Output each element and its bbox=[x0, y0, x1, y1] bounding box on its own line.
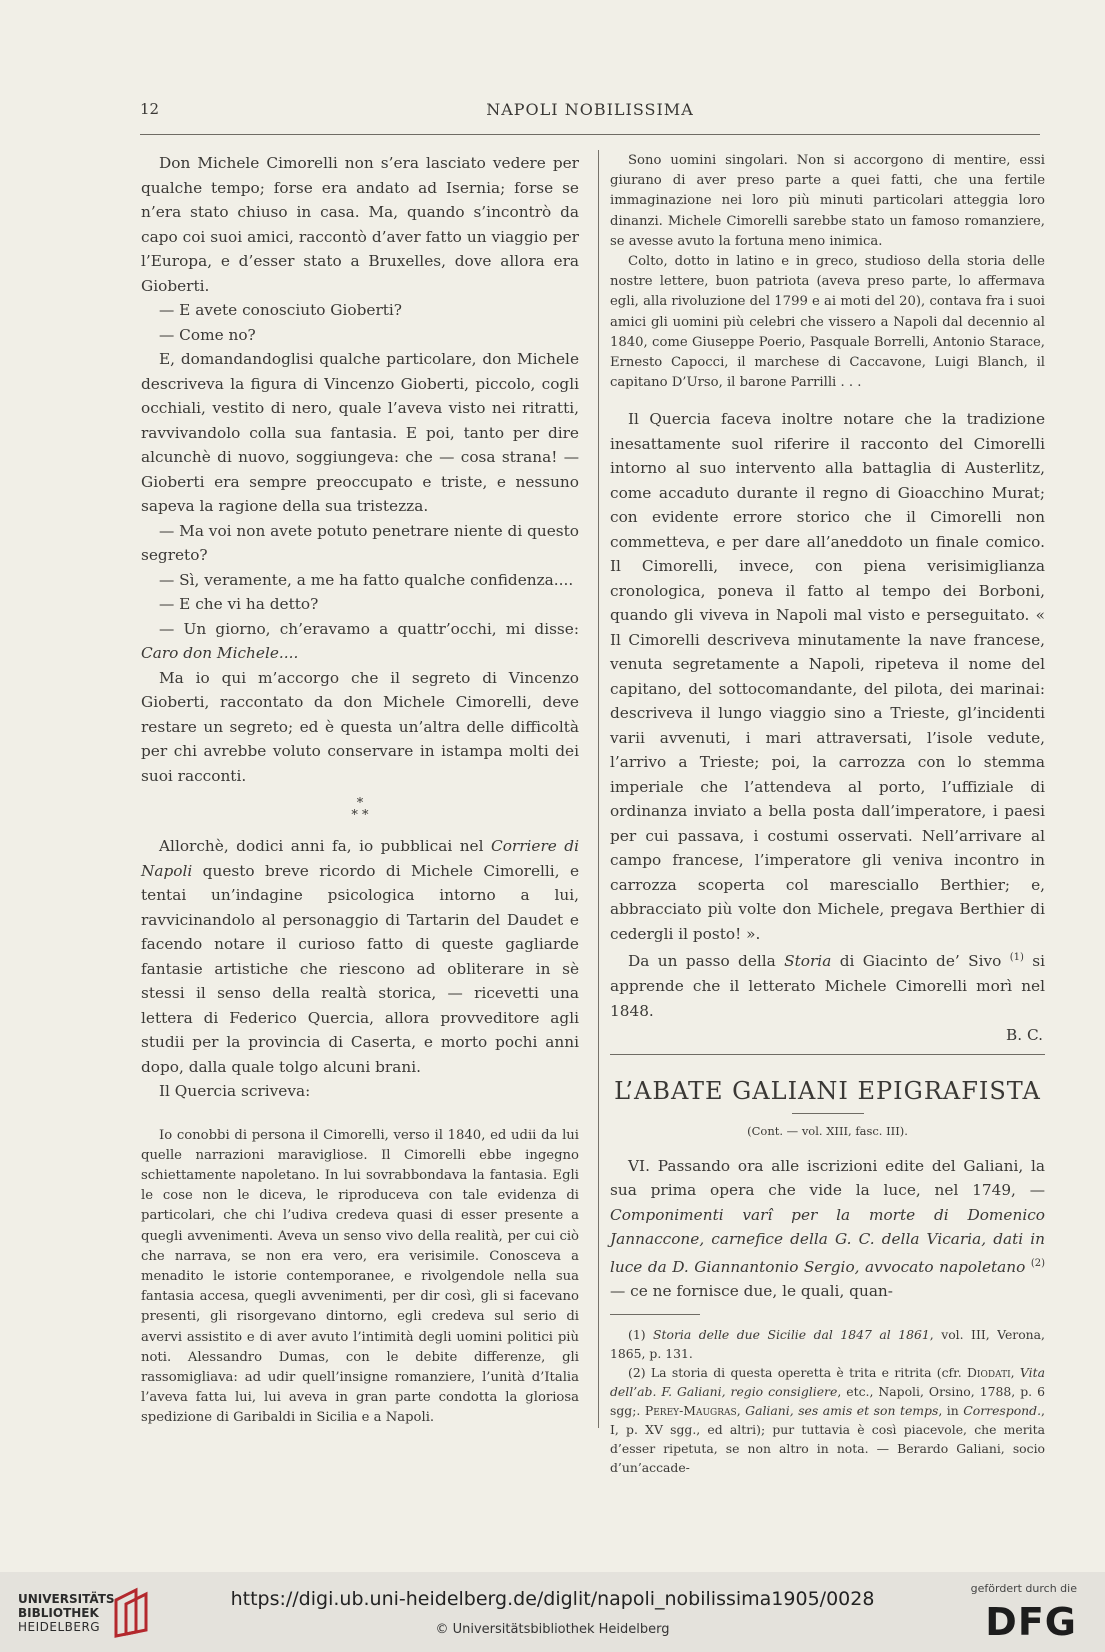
left-column bbox=[141, 151, 579, 1429]
dialogue-line: — Ma voi non avete potuto penetrare niente di questo segreto? bbox=[141, 521, 579, 564]
dialogue-line: — Sì, veramente, a me ha fatto qualche confidenza.... bbox=[159, 570, 574, 589]
text-run: VI. Passando ora alle iscrizioni edite del Galiani, la sua prima opera che vide la luce, nel 1749, — bbox=[610, 1156, 1045, 1200]
copyright-notice: © Universitätsbibliothek Heidelberg bbox=[435, 1622, 670, 1637]
permalink-url[interactable]: https://digi.ub.uni-heidelberg.de/diglit/napoli_nobilissima1905/0028 bbox=[230, 1588, 875, 1610]
funding-note: gefördert durch die bbox=[970, 1582, 1077, 1595]
text-run: , bbox=[1010, 1364, 1020, 1380]
paragraph: E, domandandoglisi qualche particolare, don Michele descriveva la figura di Vincenzo Gioberti, piccolo, cogli occhiali, vestito di nero, quale l’aveva visto nei ritratti, ravvivandolo colla sua fantasia. E poi, tanto per dire alcunchè di nuovo, soggiungeva: che — cosa strana! — Gioberti era sempre preoccupato e triste, e nessuno sapeva la ragione della sua tristezza. bbox=[141, 350, 579, 515]
continuation-note: (Cont. — vol. XIII, fasc. III). bbox=[747, 1123, 908, 1138]
text-run: si apprende che il letterato Michele Cimorelli morì nel 1848. bbox=[610, 952, 1046, 1020]
footnote bbox=[610, 1363, 1045, 1477]
text-run: (2) La storia di questa operetta è trita e ritrita (cfr. bbox=[628, 1364, 967, 1380]
column-divider bbox=[598, 150, 599, 1428]
signature: B. C. bbox=[1006, 1026, 1043, 1045]
italic-run: Correspond. bbox=[963, 1402, 1042, 1418]
logo-text-line: HEIDELBERG bbox=[18, 1620, 101, 1634]
dialogue-line bbox=[141, 617, 579, 666]
text-run: — ce ne fornisce due, le quali, quan- bbox=[610, 1282, 893, 1301]
italic-run: Galiani, ses amis et son temps bbox=[745, 1402, 939, 1418]
footnote-rule bbox=[610, 1314, 700, 1315]
running-title: NAPOLI NOBILISSIMA bbox=[486, 100, 694, 119]
text-run: Allorchè, dodici anni fa, io pubblicai nel bbox=[159, 837, 491, 855]
header-rule bbox=[140, 134, 1040, 135]
viewer-footer bbox=[0, 1572, 1105, 1652]
paragraph bbox=[610, 1154, 1045, 1304]
text-run: , in bbox=[938, 1402, 964, 1418]
title-rule bbox=[792, 1113, 864, 1114]
quoted-letter: Sono uomini singolari. Non si accorgono di mentire, essi giurano di aver preso parte a quei fatti, che una fertile immaginazione nei loro più minuti particolari atteggia loro dinanzi. Michele Cimorelli sarebbe stato un famoso romanziere, se avesse avuto la fortuna meno inimica. bbox=[610, 153, 1045, 249]
italic-run: Caro don Michele.... bbox=[141, 644, 299, 662]
paragraph: Il Quercia scriveva: bbox=[159, 1082, 311, 1100]
text-run: , bbox=[736, 1402, 746, 1418]
logo-text-line: BIBLIOTHEK bbox=[18, 1606, 99, 1620]
text-run: Da un passo della bbox=[628, 952, 785, 971]
quoted-letter: Colto, dotto in latino e in greco, studioso della storia delle nostre lettere, buon patriota (aveva preso parte, lo affermava egli, alla rivoluzione del 1799 e ai moti del 20), contava fra i suoi amici gli uomini più celebri che vissero a Napoli dal decennio al 1840, come Giuseppe Poerio, Pasquale Borrelli, Antonio Starace, Ernesto Capocci, il marchese di Caccavone, Luigi Blanch, il capitano D’Urso, il barone Parrilli . . . bbox=[610, 254, 1045, 391]
text-run: di Giacinto de’ Sivo bbox=[831, 952, 1010, 971]
italic-run: Vita dell’ab. F. Galiani, regio consigliere bbox=[610, 1364, 1045, 1399]
italic-run: Componimenti varî per la morte di Domenico Jannaccone, carnefice della G. C. della Vicaria, dati in luce da D. Giannantonio Sergio, avvocato napoletano bbox=[610, 1205, 1045, 1276]
article-title: L’ABATE GALIANI EPIGRAFISTA bbox=[614, 1076, 1041, 1105]
italic-run: Storia delle due Sicilie dal 1847 al 1861 bbox=[653, 1326, 930, 1342]
asterism-bottom: * * bbox=[351, 808, 369, 823]
paragraph: Il Quercia faceva inoltre notare che la tradizione inesattamente suol riferire il racconto del Cimorelli intorno al suo intervento alla battaglia di Austerlitz, come accaduto durante il regno di Gioacchino Murat; con evidente errore storico che il Cimorelli non commetteva, e per dare all’aneddoto un finale comico. Il Cimorelli, invece, con piena verisimiglianza cronologica, poneva il fatto al tempo dei Borboni, quando gli viveva in Napoli mal visto e perseguitato. « Il Cimorelli descriveva minutamente la nave francese, venuta segretamente a Napoli, ripeteva il nome del capitano, del sottocomandante, del pilota, dei marinai: descriveva il lungo viaggio sino a Trieste, gl’incidenti varii avvenuti, i mari attraversati, l’isole vedute, l’arrivo a Trieste; poi, la carrozza con lo stemma imperiale che l’attendeva al porto, l’uffiziale di ordinanza inviato a bella posta dall’imperatore, i paesi per cui passava, i costumi osservati. Nell’arrivare al campo francese, l’imperatore gli veniva incontro in carrozza scoperta col maresciallo Berthier; e, abbracciato più volte don Michele, pregava Berthier di cedergli il posto! ». bbox=[610, 410, 1045, 943]
author-name: Perey-Maugras bbox=[644, 1402, 737, 1418]
italic-run: Corriere di Napoli bbox=[141, 837, 579, 880]
paragraph bbox=[610, 946, 1045, 1023]
paragraph: Don Michele Cimorelli non s’era lasciato vedere per qualche tempo; forse era andato ad Isernia; forse se n’era stato chiuso in casa. Ma, quando s’incontrò da capo coi suoi amici, raccontò d’aver fatto un viaggio per l’Europa, e d’esser stato a Bruxelles, dove allora era Gioberti. bbox=[141, 154, 579, 295]
dialogue-line: — Come no? bbox=[159, 325, 256, 344]
dfg-logo[interactable]: DFG bbox=[985, 1600, 1077, 1644]
text-run: — Un giorno, ch’eravamo a quattr’occhi, mi disse: bbox=[159, 619, 579, 638]
footnote-ref: (1) bbox=[1009, 952, 1024, 964]
dialogue-line: — E che vi ha detto? bbox=[159, 595, 319, 613]
text-run: questo breve ricordo di Michele Cimorelli, e tentai un’indagine psicologica intorno a lui, ravvicinandolo al personaggio di Tartarin del Daudet e facendo notare il curioso fatto di queste gagliarde fantasie artistiche che riescono ad obliterare in sè stessi il senso della realtà storica, — ricevetti una lettera di Federico Quercia, allora provveditore agli studii per la provincia di Caserta, e morto pochi anni dopo, dalla quale tolgo alcuni brani. bbox=[141, 861, 579, 1076]
text-run: , etc., Napoli, Orsino, 1788, p. 6 sgg;. bbox=[610, 1383, 1045, 1418]
footnote-ref: (2) bbox=[1030, 1257, 1045, 1269]
logo-text-line: UNIVERSITÄTS- bbox=[18, 1592, 120, 1606]
paragraph bbox=[141, 834, 579, 1079]
italic-run: Storia bbox=[784, 952, 832, 971]
footnote bbox=[610, 1325, 1045, 1363]
page-number: 12 bbox=[140, 100, 160, 118]
section-rule bbox=[610, 1054, 1045, 1055]
running-header bbox=[140, 100, 1040, 126]
paragraph: Ma io qui m’accorgo che il segreto di Vincenzo Gioberti, raccontato da don Michele Cimorelli, deve restare un segreto; ed è questa un’altra delle difficoltà per chi avrebbe voluto conservare in istampa molti dei suoi racconti. bbox=[141, 668, 579, 785]
author-name: Diodati bbox=[966, 1364, 1011, 1380]
text-run: , I, p. XV sgg., ed altri); pur tuttavia è così piacevole, che merita d’esser ripetuta, se non altro in nota. — Berardo Galiani, socio d’un’accade- bbox=[610, 1402, 1045, 1475]
quoted-letter: Io conobbi di persona il Cimorelli, verso il 1840, ed udii da lui quelle narrazioni maravigliose. Il Cimorelli ebbe ingegno schiettamente napoletano. In lui sovrabbondava la fantasia. Egli le cose non le diceva, le riproduceva con tale evidenza di particolari, che chi l’udiva credeva quasi di esser presente a quegli avvenimenti. Aveva un senso vivo della realità, per cui ciò che narrava, se non era vero, era verisimile. Conosceva a menadito le istorie contemporanee, e rivolgendole nella sua fantasia accesa, quegli avvenimenti, per dir così, gli si facevano presenti, gli risorgevano dintorno, egli credeva sul serio di avervi assistito e di aver avuto l’intimità degli uomini politici più noti. Alessandro Dumas, con le debite differenze, gli rassomigliava: ad udir quell’insigne romanziere, l’unità d’Italia l’aveva fatta lui, lui aveva in gran parte condotta la gloriosa spedizione di Garibaldi in Sicilia e a Napoli. bbox=[141, 1127, 579, 1426]
text-run: , vol. III, Verona, 1865, p. 131. bbox=[610, 1326, 1045, 1361]
section-asterism bbox=[141, 798, 579, 822]
asterism-top: * bbox=[356, 796, 364, 811]
dialogue-line: — E avete conosciuto Gioberti? bbox=[159, 301, 403, 319]
text-run: (1) bbox=[628, 1326, 654, 1342]
right-column bbox=[610, 151, 1045, 1477]
